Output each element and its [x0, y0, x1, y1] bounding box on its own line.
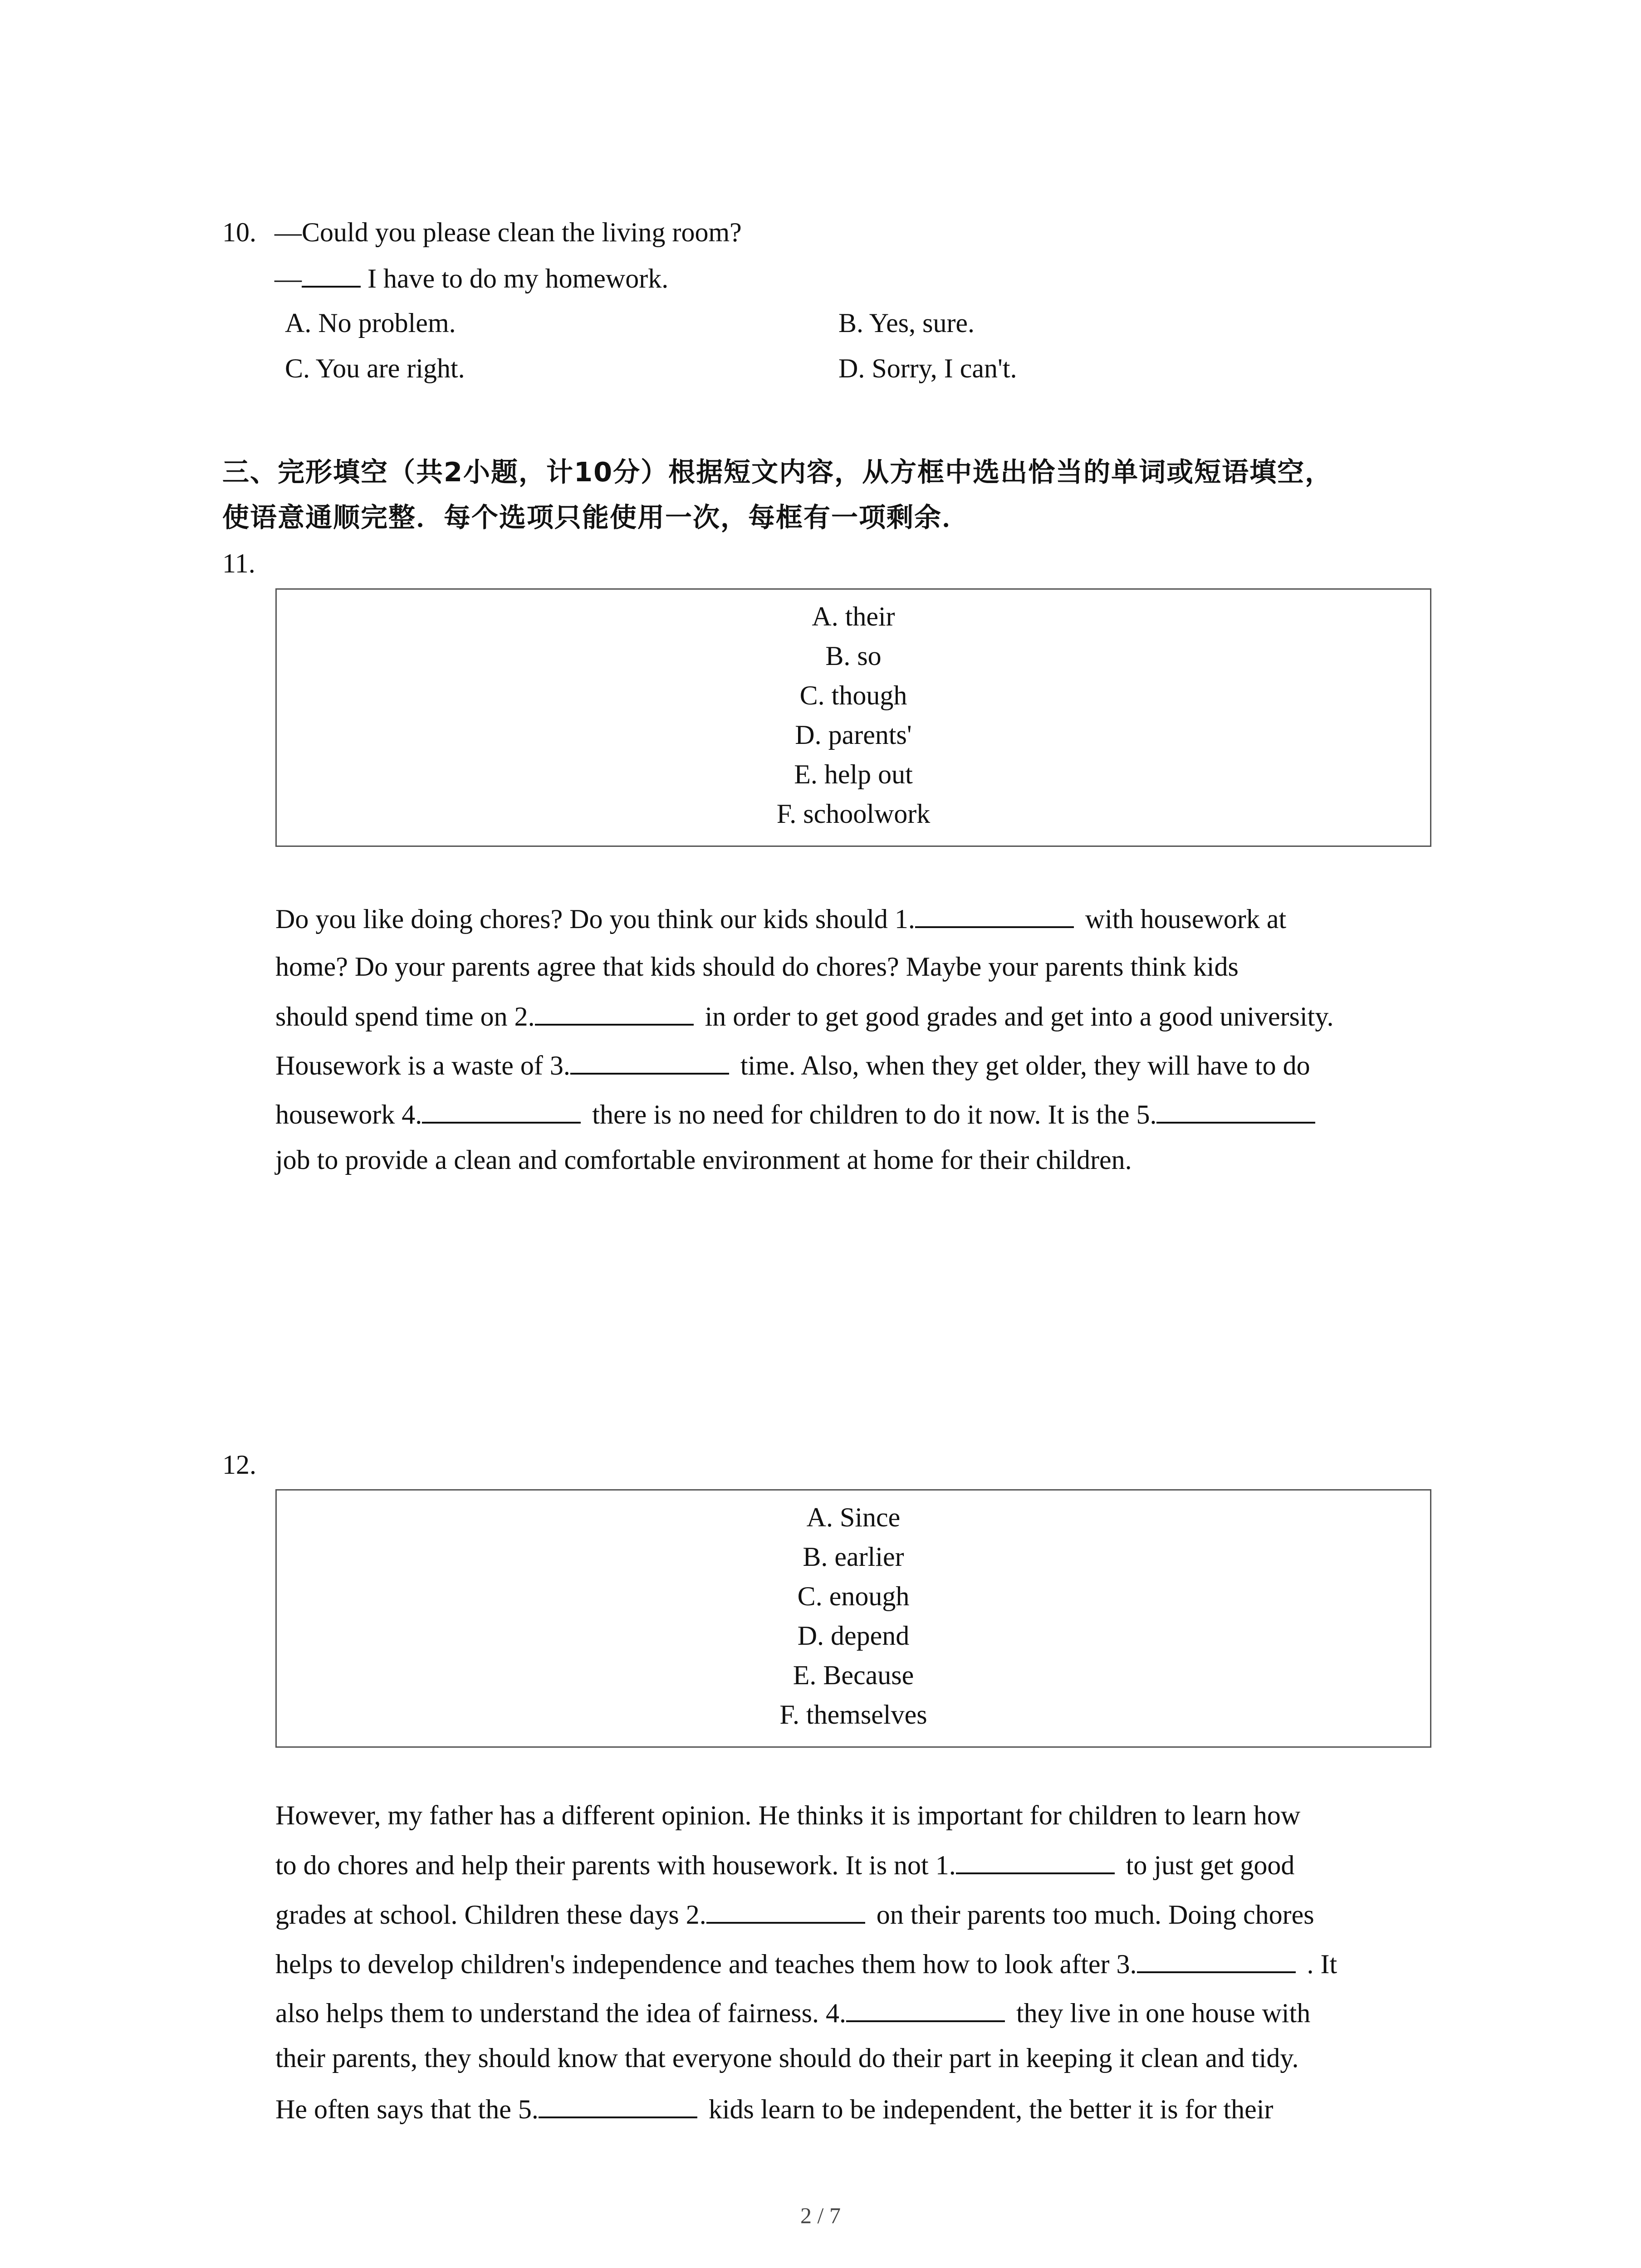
q10-option-c: C. You are right. [285, 353, 465, 383]
q12-box-option-d: D. depend [797, 1621, 910, 1651]
q10-number: 10. [222, 217, 256, 247]
q12-text: . It [1300, 1949, 1337, 1979]
q12-box-option-c: C. enough [797, 1581, 910, 1611]
q12-passage-line [275, 1997, 1310, 2029]
q10-option-a: A. No problem. [285, 308, 456, 338]
q12-option-box [275, 1489, 1431, 1748]
q11-number: 11. [222, 548, 255, 578]
q10-reply-text: I have to do my homework. [361, 264, 669, 293]
q11-text: time. Also, when they get older, they will have to do [733, 1051, 1310, 1080]
q12-text: to do chores and help their parents with housework. It is not 1. [275, 1850, 956, 1880]
q11-box-option-f: F. schoolwork [776, 799, 931, 829]
section3-title-line2: 使语意通顺完整．每个选项只能使用一次，每框有一项剩余． [222, 502, 970, 533]
q11-text: Do you like doing chores? Do you think our kids should 1. [275, 904, 915, 934]
q11-blank-3 [570, 1049, 729, 1075]
q11-blank-4 [422, 1098, 581, 1124]
q11-blank-1 [915, 903, 1074, 928]
q12-blank-1 [956, 1849, 1115, 1874]
q11-box-option-c: C. though [799, 680, 907, 710]
q11-option-box [275, 588, 1431, 847]
q11-passage-line [275, 1000, 1333, 1032]
q11-box-option-e: E. help out [794, 759, 913, 789]
q11-text: Housework is a waste of 3. [275, 1051, 570, 1080]
q11-text: in order to get good grades and get into a good university. [698, 1002, 1334, 1031]
q12-box-option-a: A. Since [806, 1502, 901, 1532]
q12-text: to just get good [1119, 1850, 1295, 1880]
q12-text: helps to develop children's independence and teaches them how to look after 3. [275, 1949, 1137, 1979]
q11-box-option-b: B. so [825, 641, 882, 671]
q10-reply [274, 262, 668, 294]
q12-text: grades at school. Children these days 2. [275, 1900, 706, 1930]
q11-blank-2 [535, 1000, 694, 1026]
page-number: 2 / 7 [800, 2203, 841, 2228]
q12-text: also helps them to understand the idea of fairness. 4. [275, 1998, 847, 2028]
q12-box-option-e: E. Because [793, 1660, 914, 1690]
q11-passage-line [275, 903, 1286, 935]
q12-passage-line [275, 2093, 1273, 2125]
q12-text: on their parents too much. Doing chores [869, 1900, 1314, 1930]
q12-box-option-f: F. themselves [779, 1700, 927, 1730]
q10-question: —Could you please clean the living room? [274, 217, 742, 247]
q11-blank-5 [1156, 1098, 1315, 1124]
q12-number: 12. [222, 1450, 256, 1480]
q12-passage-line [275, 1849, 1294, 1881]
q12-text: He often says that the 5. [275, 2094, 539, 2124]
q12-passage-line: their parents, they should know that everyone should do their part in keeping it clean and tidy. [275, 2043, 1299, 2073]
q12-passage-line [275, 1898, 1314, 1931]
q12-text: they live in one house with [1009, 1998, 1311, 2028]
q11-passage-line: home? Do your parents agree that kids should do chores? Maybe your parents think kids [275, 952, 1239, 982]
q12-blank-2 [706, 1898, 865, 1924]
q10-option-b: B. Yes, sure. [838, 308, 975, 338]
q11-passage-line [275, 1049, 1310, 1081]
q10-option-d: D. Sorry, I can't. [838, 353, 1017, 383]
q10-reply-dash: — [274, 264, 302, 293]
q12-text: kids learn to be independent, the better it is for their [701, 2094, 1274, 2124]
q12-blank-3 [1137, 1948, 1296, 1973]
q10-blank [302, 262, 361, 288]
q12-blank-5 [539, 2093, 697, 2118]
q11-text: with housework at [1078, 904, 1287, 934]
q11-box-option-a: A. their [812, 601, 895, 631]
q11-passage-line [275, 1098, 1320, 1130]
q12-box-option-b: B. earlier [803, 1542, 904, 1572]
q11-text: should spend time on 2. [275, 1002, 535, 1031]
q12-blank-4 [846, 1997, 1005, 2022]
q11-text: there is no need for children to do it now. It is the 5. [585, 1100, 1157, 1129]
q12-passage-line [275, 1948, 1337, 1980]
q11-text: housework 4. [275, 1100, 422, 1129]
q11-passage-line: job to provide a clean and comfortable environment at home for their children. [275, 1145, 1132, 1175]
section3-title-line1: 三、完形填空（共2小题，计10分）根据短文内容，从方框中选出恰当的单词或短语填空， [222, 456, 1333, 488]
q12-passage-line: However, my father has a different opinion. He thinks it is important for children to learn how [275, 1800, 1301, 1830]
q11-box-option-d: D. parents' [795, 720, 912, 750]
